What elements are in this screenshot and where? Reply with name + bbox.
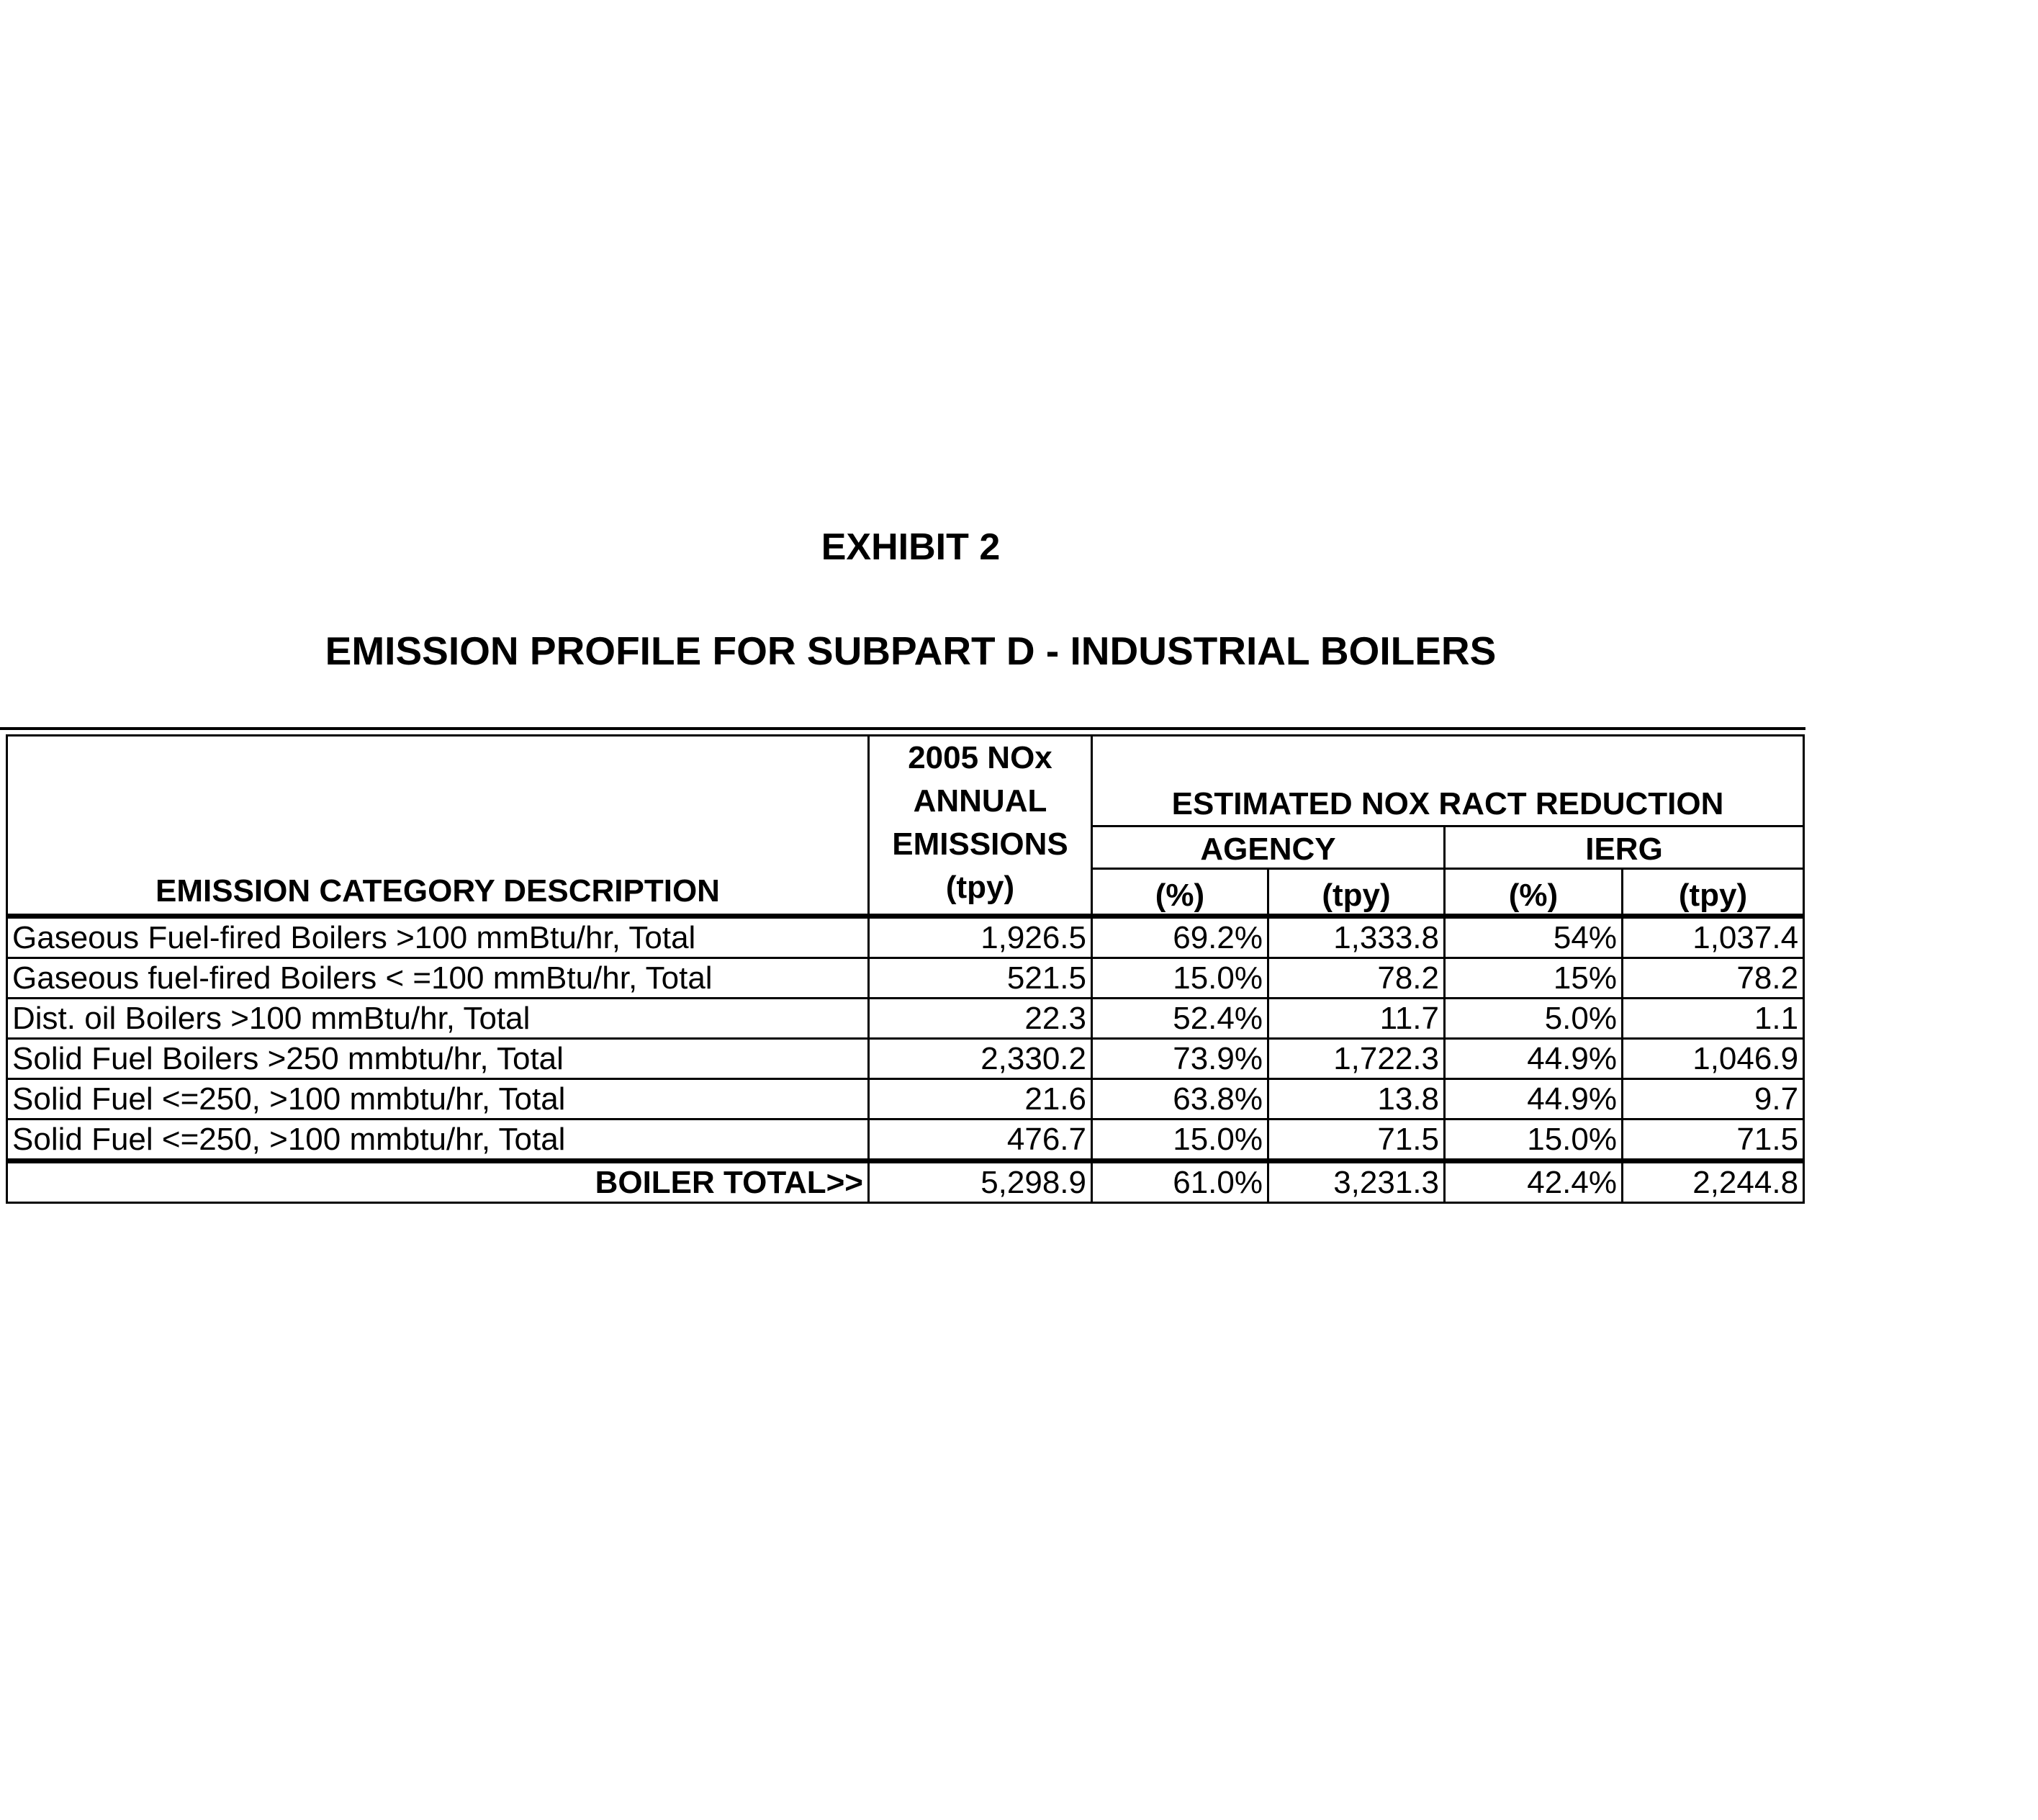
row-ierg-percent: 54% (1445, 916, 1623, 958)
row-annual-emissions: 476.7 (869, 1120, 1092, 1161)
table-row (7, 1039, 1804, 1079)
row-agency-tpy: 13.8 (1268, 1079, 1445, 1120)
row-agency-percent: 63.8% (1092, 1079, 1268, 1120)
row-ierg-tpy: 1,037.4 (1623, 916, 1804, 958)
header-annual-line-2: ANNUAL (913, 783, 1047, 819)
row-agency-tpy: 78.2 (1268, 958, 1445, 999)
header-annual-line-4: (tpy) (945, 870, 1015, 905)
row-agency-tpy: 1,333.8 (1268, 916, 1445, 958)
row-description: Solid Fuel <=250, >100 mmbtu/hr, Total (7, 1120, 869, 1161)
row-annual-emissions: 1,926.5 (869, 916, 1092, 958)
row-description: Solid Fuel Boilers >250 mmbtu/hr, Total (7, 1039, 869, 1079)
row-ierg-percent: 15.0% (1445, 1120, 1623, 1161)
row-ierg-percent: 15% (1445, 958, 1623, 999)
header-agency-tpy: (tpy) (1268, 869, 1445, 916)
row-annual-emissions: 21.6 (869, 1079, 1092, 1120)
row-agency-tpy: 11.7 (1268, 999, 1445, 1039)
header-annual-line-1: 2005 NOx (908, 740, 1052, 775)
row-description: Solid Fuel <=250, >100 mmbtu/hr, Total (7, 1079, 869, 1120)
row-ierg-tpy: 71.5 (1623, 1120, 1804, 1161)
row-agency-tpy: 1,722.3 (1268, 1039, 1445, 1079)
total-annual-emissions: 5,298.9 (869, 1161, 1092, 1203)
emission-table-container (6, 734, 1803, 1204)
row-annual-emissions: 2,330.2 (869, 1039, 1092, 1079)
row-agency-percent: 15.0% (1092, 1120, 1268, 1161)
header-ierg: IERG (1445, 826, 1804, 869)
table-row (7, 999, 1804, 1039)
profile-title: EMISSION PROFILE FOR SUBPART D - INDUSTRIAL BOILERS (325, 629, 1497, 673)
emission-profile-table (6, 734, 1805, 1204)
table-row (7, 1120, 1804, 1161)
row-ierg-tpy: 1.1 (1623, 999, 1804, 1039)
row-ierg-tpy: 1,046.9 (1623, 1039, 1804, 1079)
total-agency-percent: 61.0% (1092, 1161, 1268, 1203)
row-ierg-tpy: 78.2 (1623, 958, 1804, 999)
exhibit-title: EXHIBIT 2 (821, 526, 1001, 568)
table-row (7, 916, 1804, 958)
row-ierg-percent: 44.9% (1445, 1039, 1623, 1079)
row-agency-percent: 69.2% (1092, 916, 1268, 958)
top-rule-divider (0, 727, 1805, 730)
row-ierg-tpy: 9.7 (1623, 1079, 1804, 1120)
row-agency-percent: 73.9% (1092, 1039, 1268, 1079)
table-row (7, 1079, 1804, 1120)
row-annual-emissions: 22.3 (869, 999, 1092, 1039)
total-ierg-percent: 42.4% (1445, 1161, 1623, 1203)
header-ierg-tpy: (tpy) (1623, 869, 1804, 916)
total-label: BOILER TOTAL>> (7, 1161, 869, 1203)
row-agency-percent: 52.4% (1092, 999, 1268, 1039)
header-estimated-reduction: ESTIMATED NOX RACT REDUCTION (1092, 736, 1804, 826)
row-ierg-percent: 44.9% (1445, 1079, 1623, 1120)
header-annual-emissions (869, 736, 1092, 916)
row-description: Gaseous fuel-fired Boilers < =100 mmBtu/hr, Total (7, 958, 869, 999)
header-annual-line-3: EMISSIONS (892, 826, 1068, 862)
row-annual-emissions: 521.5 (869, 958, 1092, 999)
row-agency-percent: 15.0% (1092, 958, 1268, 999)
total-agency-tpy: 3,231.3 (1268, 1161, 1445, 1203)
header-ierg-percent: (%) (1445, 869, 1623, 916)
row-description: Gaseous Fuel-fired Boilers >100 mmBtu/hr, Total (7, 916, 869, 958)
row-description: Dist. oil Boilers >100 mmBtu/hr, Total (7, 999, 869, 1039)
header-agency-percent: (%) (1092, 869, 1268, 916)
total-ierg-tpy: 2,244.8 (1623, 1161, 1804, 1203)
header-emission-category-description: EMISSION CATEGORY DESCRIPTION (7, 736, 869, 916)
total-row (7, 1161, 1804, 1203)
table-row (7, 958, 1804, 999)
row-ierg-percent: 5.0% (1445, 999, 1623, 1039)
header-agency: AGENCY (1092, 826, 1445, 869)
row-agency-tpy: 71.5 (1268, 1120, 1445, 1161)
